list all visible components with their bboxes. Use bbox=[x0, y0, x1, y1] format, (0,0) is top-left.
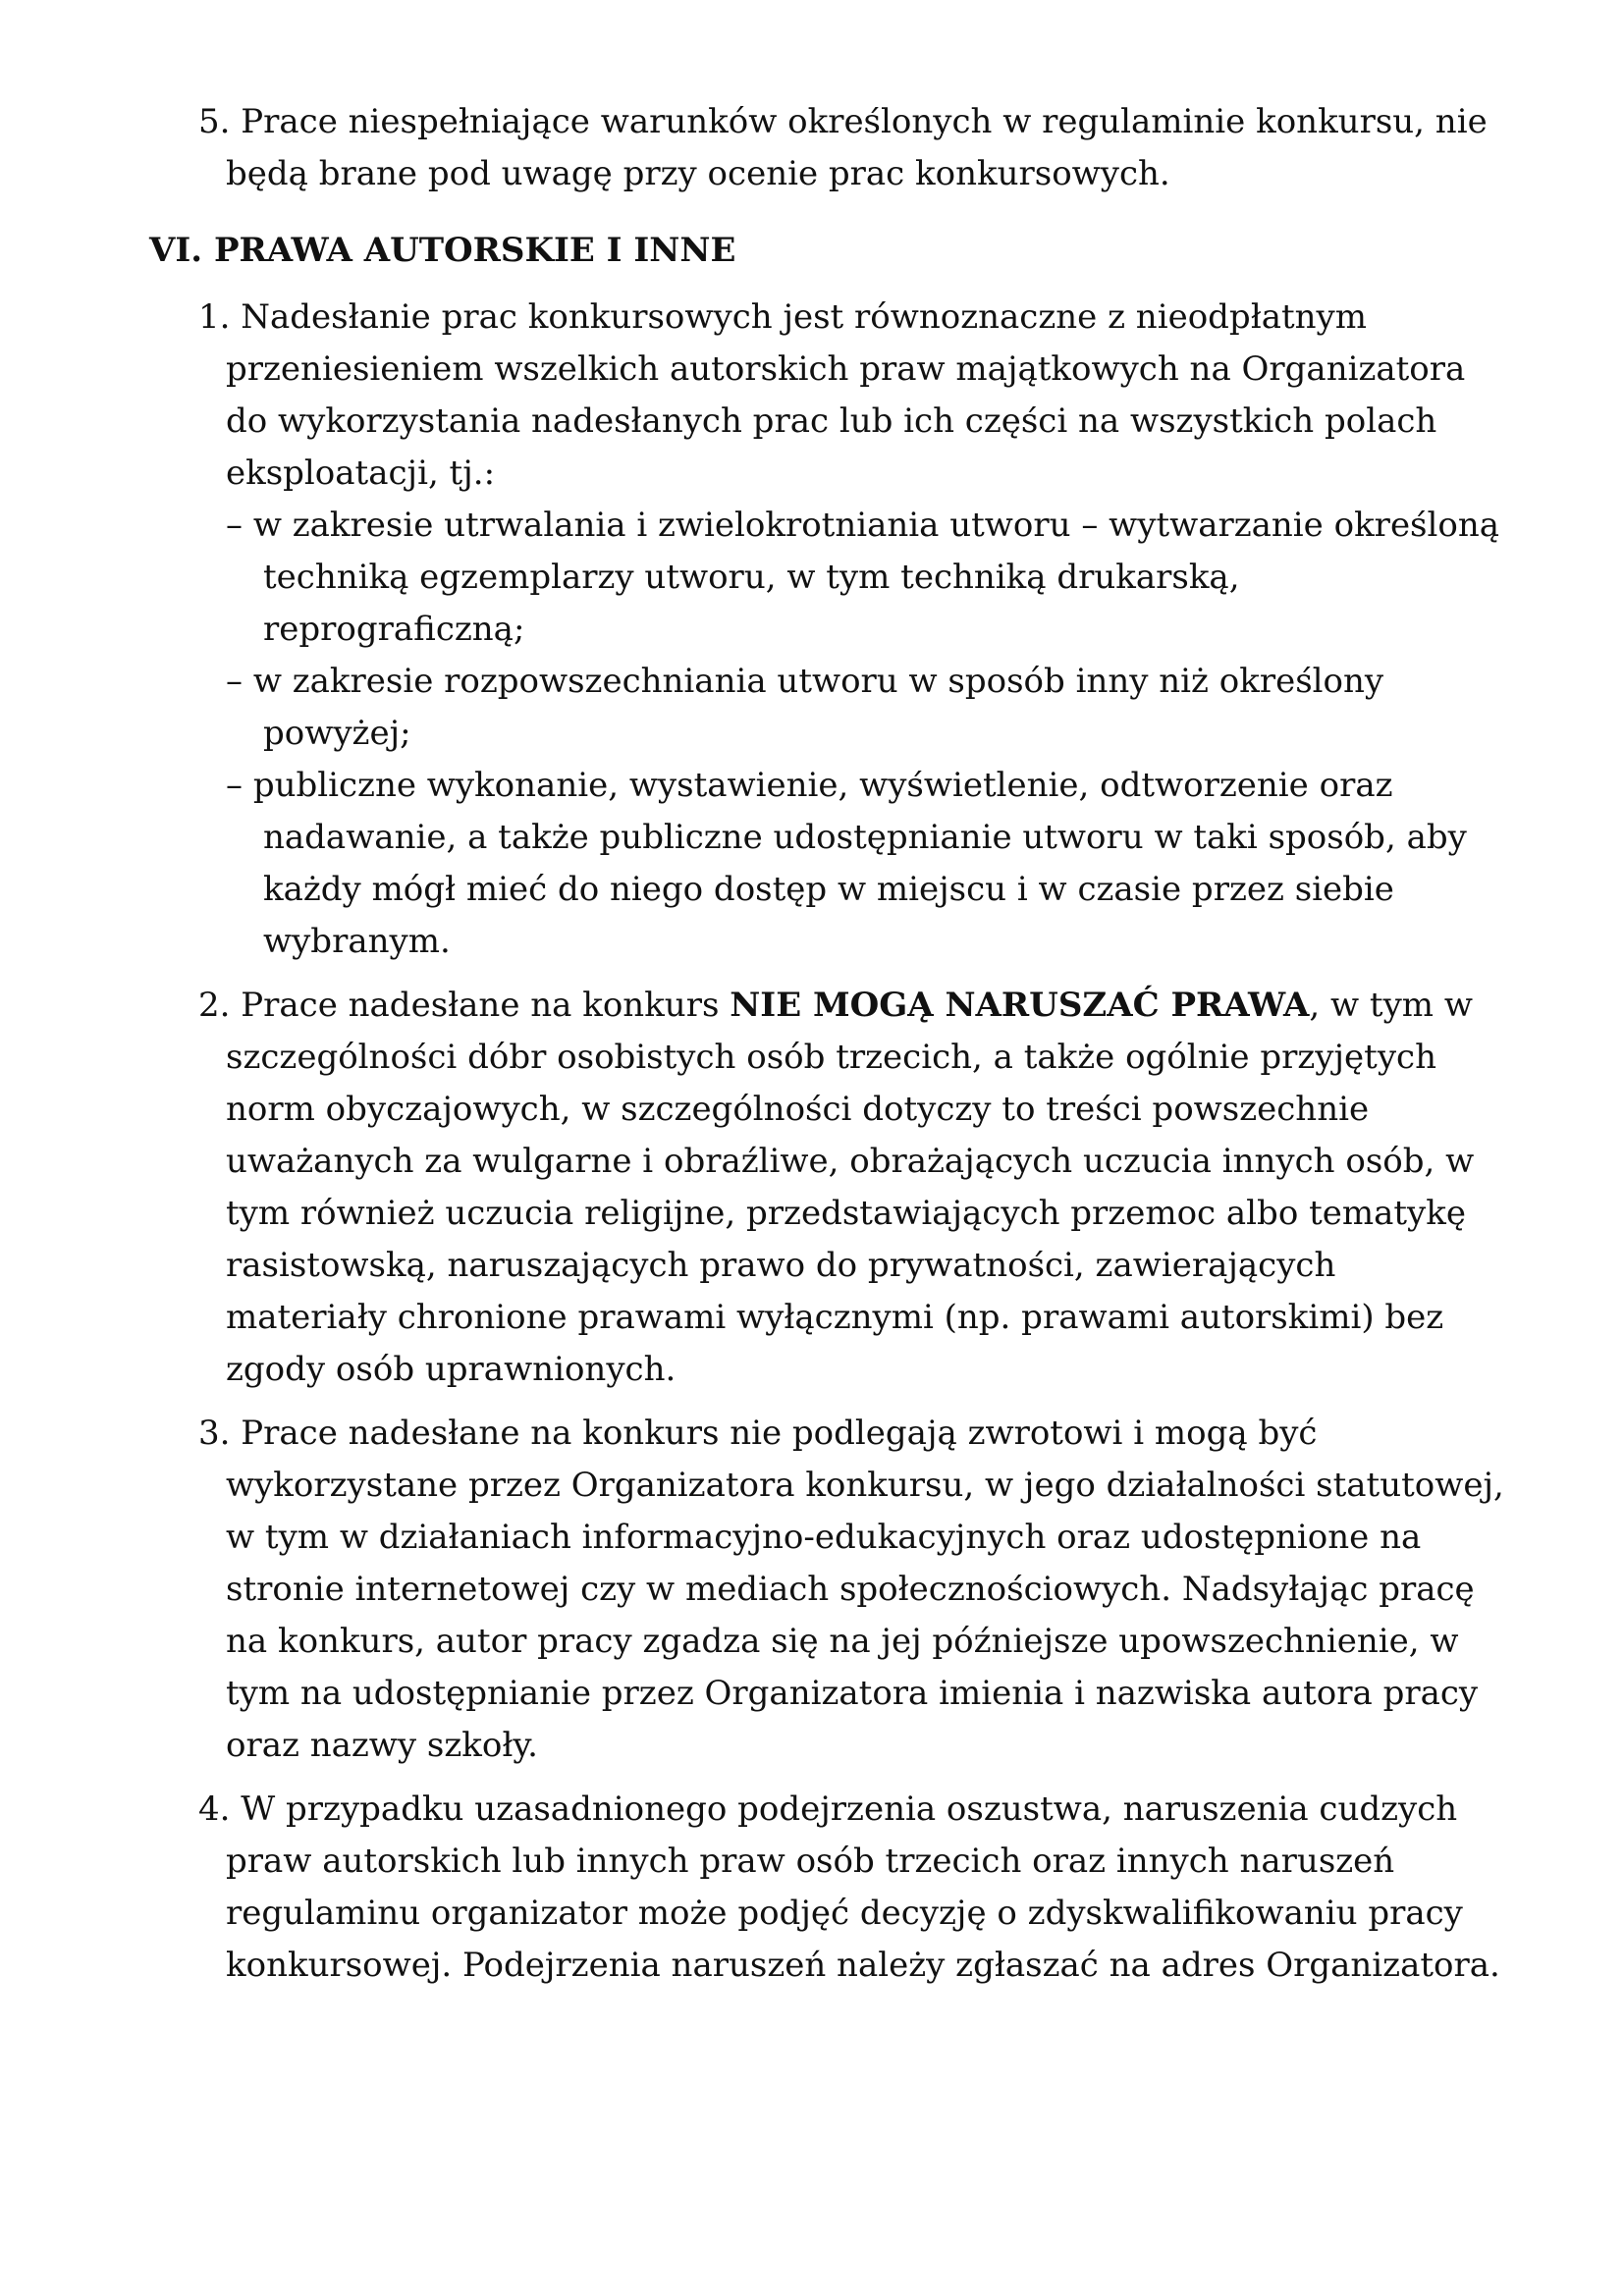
dash-list-item bbox=[198, 760, 1506, 968]
list-item-5 bbox=[198, 96, 1506, 200]
list-item-text-before: Prace nadesłane na konkurs bbox=[241, 986, 731, 1025]
list-item-1 bbox=[198, 292, 1506, 500]
list-item-4 bbox=[198, 1784, 1506, 1992]
dash-item-text: w zakresie rozpowszechniania utworu w sposób inny niż określony powyżej; bbox=[252, 662, 1384, 753]
list-item-2 bbox=[198, 980, 1506, 1396]
list-item-text: Prace nadesłane na konkurs nie podlegają zwrotowi i mogą być wykorzystane przez Organizatora konkursu, w jego działalności statutowej, w tym w działaniach informacyjno-edukacyjnych oraz udostępnione na stronie internetowej czy w mediach społecznościowych. Nadsyłając pracę na konkurs, autor pracy zgadza się na jej późniejsze upowszechnienie, w tym na udostępnianie przez Organizatora imienia i nazwiska autora pracy oraz nazwy szkoły. bbox=[226, 1414, 1504, 1765]
list-item-text: Prace niespełniające warunków określonych w regulaminie konkursu, nie będą brane pod uwagę przy ocenie prac konkursowych. bbox=[226, 102, 1488, 193]
list-marker: 3. bbox=[198, 1414, 231, 1453]
dash-list-item bbox=[198, 500, 1506, 656]
list-marker: 4. bbox=[198, 1789, 231, 1829]
emphasis-text: NIE MOGĄ NARUSZAĆ PRAWA bbox=[730, 986, 1310, 1025]
dash-marker: – bbox=[226, 766, 243, 805]
list-item-text: W przypadku uzasadnionego podejrzenia oszustwa, naruszenia cudzych praw autorskich lub innych praw osób trzecich oraz innych naruszeń regulaminu organizator może podjęć decyzję o zdyskwalifikowaniu pracy konkursowej. Podejrzenia naruszeń należy zgłaszać na adres Organizatora. bbox=[226, 1789, 1500, 1985]
dash-marker: – bbox=[226, 506, 243, 545]
dash-item-text: publiczne wykonanie, wystawienie, wyświetlenie, odtworzenie oraz nadawanie, a także publiczne udostępnianie utworu w taki sposób, aby każdy mógł mieć do niego dostęp w miejscu i w czasie przez siebie wybranym. bbox=[252, 766, 1467, 961]
section-heading: VI. PRAWA AUTORSKIE I INNE bbox=[149, 231, 736, 270]
dash-list bbox=[198, 500, 1506, 968]
list-item-text-after: , w tym w szczególności dóbr osobistych osób trzecich, a także ogólnie przyjętych norm obyczajowych, w szczególności dotyczy to treści powszechnie uważanych za wulgarne i obraźliwe, obrażających uczucia innych osób, w tym również uczucia religijne, przedstawiających przemoc albo tematykę rasistowską, naruszających prawo do prywatności, zawierających materiały chronione prawami wyłącznymi (np. prawami autorskimi) bez zgody osób uprawnionych. bbox=[226, 986, 1475, 1389]
list-item-text: Nadesłanie prac konkursowych jest równoznaczne z nieodpłatnym przeniesieniem wszelkich autorskich praw majątkowych na Organizatora do wykorzystania nadesłanych prac lub ich części na wszystkich polach eksploatacji, tj.: bbox=[226, 297, 1466, 493]
list-marker: 2. bbox=[198, 986, 231, 1025]
list-marker: 1. bbox=[198, 297, 231, 337]
dash-item-text: w zakresie utrwalania i zwielokrotniania utworu – wytwarzanie określoną techniką egzemplarzy utworu, w tym techniką drukarską, reprograficzną; bbox=[252, 506, 1500, 649]
dash-list-item bbox=[198, 656, 1506, 760]
list-marker: 5. bbox=[198, 102, 231, 141]
list-item-3 bbox=[198, 1408, 1506, 1772]
dash-marker: – bbox=[226, 662, 243, 701]
